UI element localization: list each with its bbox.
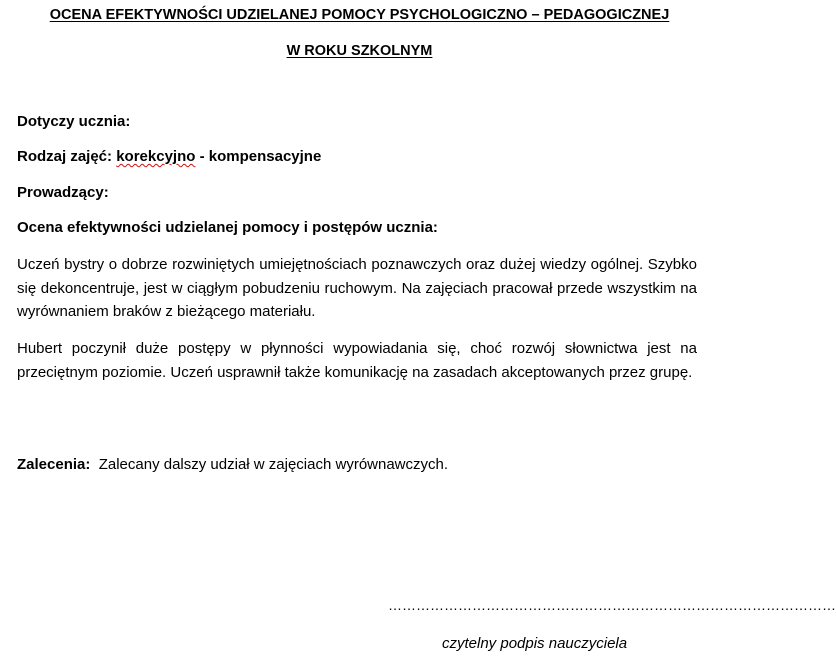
- assessment-paragraph-1: Uczeń bystry o dobrze rozwiniętych umiejętnościach poznawczych oraz dużej wiedzy ogólnej. Szybko się dekoncentruje, jest w ciągłym pobudzeniu ruchowym. Na zajęciach pracował przede wszystkim na wyrównaniem braków z bieżącego materiału.: [17, 256, 697, 320]
- class-type-value-rest: - kompensacyjne: [195, 148, 322, 165]
- class-type-value: [116, 148, 321, 165]
- class-type-label: Rodzaj zajęć:: [17, 148, 113, 165]
- document-subtitle: W ROKU SZKOLNYM: [286, 43, 433, 59]
- signature-caption: czytelny podpis nauczyciela: [442, 635, 628, 652]
- signature-line: ……………………………………………………………………………………: [388, 597, 836, 613]
- recommendations-label: Zalecenia:: [17, 456, 91, 473]
- spellcheck-underlined-word: korekcyjno: [116, 148, 196, 165]
- document-title: OCENA EFEKTYWNOŚCI UDZIELANEJ POMOCY PSYCHOLOGICZNO – PEDAGOGICZNEJ: [49, 7, 670, 23]
- student-field-label: Dotyczy ucznia:: [17, 113, 131, 130]
- assessment-heading: Ocena efektywności udzielanej pomocy i postępów ucznia:: [17, 219, 438, 236]
- assessment-paragraph-2: Hubert poczynił duże postępy w płynności wypowiadania się, choć rozwój słownictwa jest na przeciętnym poziomie. Uczeń usprawnił także komunikację na zasadach akceptowanych przez grupę.: [17, 340, 697, 381]
- class-type-field: [17, 148, 321, 165]
- recommendations-text: Zalecany dalszy udział w zajęciach wyrównawczych.: [98, 456, 449, 473]
- recommendations: [17, 456, 448, 473]
- teacher-field-label: Prowadzący:: [17, 184, 109, 201]
